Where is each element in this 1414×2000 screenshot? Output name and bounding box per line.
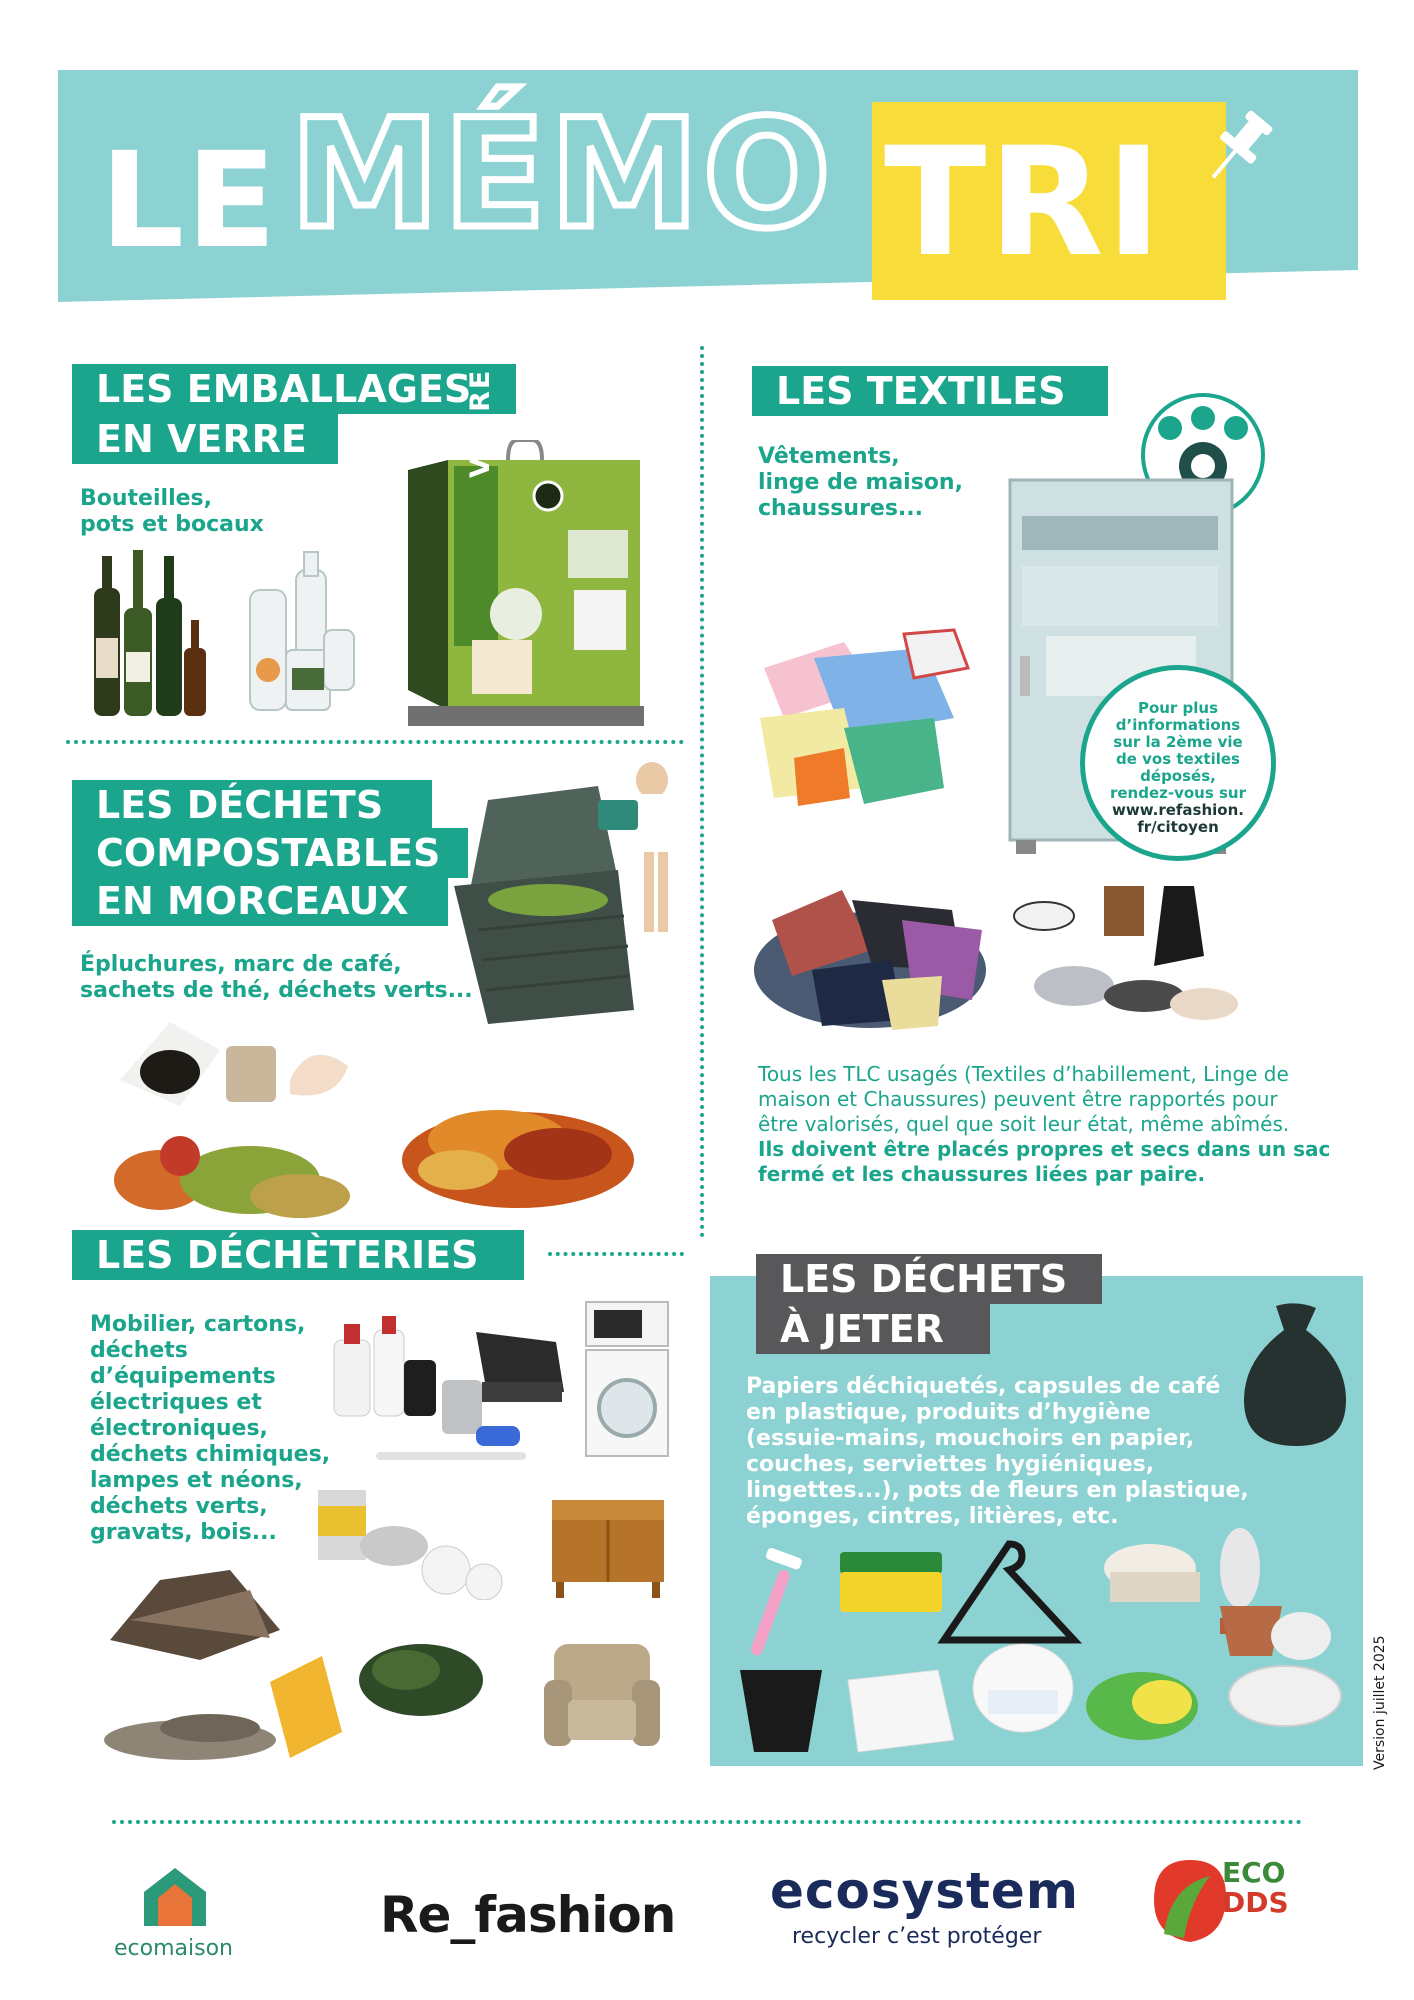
heading-compost-line2: COMPOSTABLES xyxy=(72,828,468,878)
compost-bin-photo xyxy=(448,760,678,1028)
decheteries-line: déchets xyxy=(90,1338,188,1363)
decheteries-line: déchets chimiques, xyxy=(90,1442,331,1467)
jeter-line: éponges, cintres, litières, etc. xyxy=(746,1504,1119,1529)
info-line: déposés, xyxy=(1140,767,1216,785)
dead-leaves-photo xyxy=(398,1080,638,1210)
folded-linen-photo xyxy=(754,628,974,818)
jeter-line: couches, serviettes hygiéniques, xyxy=(746,1452,1155,1477)
textiles-body-bold-line: fermé et les chaussures liées par paire. xyxy=(758,1162,1206,1186)
paint-cans-lamps-photo xyxy=(316,1450,556,1600)
glass-jars-photo xyxy=(246,550,356,715)
jeter-line: Papiers déchiquetés, capsules de café xyxy=(746,1374,1221,1399)
shoes-pile-photo xyxy=(1004,876,1240,1038)
decheteries-line: gravats, bois... xyxy=(90,1520,277,1545)
info-line: de vos textiles xyxy=(1116,750,1240,768)
info-link-line[interactable]: fr/citoyen xyxy=(1137,818,1219,836)
jeter-line: (essuie-mains, mouchoirs en papier, xyxy=(746,1426,1195,1451)
textiles-body-line: être valorisés, quel que soit leur état, même abîmés. xyxy=(758,1112,1290,1136)
heading-verre-line2: EN VERRE xyxy=(72,414,338,464)
diaper-photo xyxy=(968,1630,1078,1740)
refashion-logo: Re_fashion xyxy=(380,1886,676,1944)
cardboard-photo xyxy=(266,1652,346,1762)
textiles-body-line: maison et Chaussures) peuvent être rapportés pour xyxy=(758,1087,1278,1111)
info-line: d’informations xyxy=(1115,716,1241,734)
title-word-tri: TRI xyxy=(884,116,1164,290)
textiles-subtitle-line2: linge de maison, xyxy=(758,470,963,495)
heading-jeter-line2: À JETER xyxy=(756,1304,990,1354)
textiles-subtitle-line1: Vêtements, xyxy=(758,444,900,469)
armchair-photo xyxy=(540,1640,664,1750)
textiles-body-line: Tous les TLC usagés (Textiles d’habillement, Linge de xyxy=(758,1062,1289,1086)
decheteries-line: électroniques, xyxy=(90,1416,268,1441)
title-word-memo: MÉMO xyxy=(290,88,835,262)
decheteries-line: Mobilier, cartons, xyxy=(90,1312,306,1337)
version-label: Version juillet 2025 xyxy=(1372,1635,1388,1770)
heading-textiles: LES TEXTILES xyxy=(752,366,1108,416)
heading-compost-line1: LES DÉCHETS xyxy=(72,780,432,830)
pushpin-icon xyxy=(1192,104,1282,194)
info-link-line[interactable]: www.refashion. xyxy=(1112,801,1244,819)
glass-container-photo xyxy=(398,440,650,730)
info-line: Pour plus xyxy=(1137,699,1219,717)
verre-subtitle-line2: pots et bocaux xyxy=(80,512,264,537)
sponge-photo xyxy=(836,1548,946,1618)
divider-decheteries xyxy=(548,1252,684,1256)
rubble-wood-photo xyxy=(100,1560,290,1760)
printer-phone-photo xyxy=(436,1322,566,1452)
textiles-subtitle-line3: chaussures... xyxy=(758,496,923,521)
netting-photo xyxy=(1082,1656,1212,1746)
jeter-list xyxy=(746,1374,1249,1530)
compost-subtitle-line1: Épluchures, marc de café, xyxy=(80,952,402,977)
heading-verre-line1: LES EMBALLAGES xyxy=(72,364,516,414)
compost-subtitle-line2: sachets de thé, déchets verts... xyxy=(80,978,473,1003)
decheteries-line: d’équipements xyxy=(90,1364,276,1389)
textiles-body xyxy=(758,1062,1330,1187)
divider-verre xyxy=(66,740,684,744)
jeter-line: en plastique, produits d’hygiène xyxy=(746,1400,1151,1425)
ecosystem-logo: ecosystem xyxy=(770,1862,1079,1920)
ecodds-logo-icon xyxy=(1150,1856,1230,1946)
plastic-pot-photo xyxy=(736,1666,826,1756)
heading-compost-line3: EN MORCEAUX xyxy=(72,876,448,926)
wine-bottles-photo xyxy=(88,548,208,718)
shredded-paper-photo xyxy=(1226,1652,1344,1732)
textiles-body-bold-line: Ils doivent être placés propres et secs dans un sac xyxy=(758,1137,1331,1161)
decheteries-line: électriques et xyxy=(90,1390,262,1415)
trash-bag-photo xyxy=(1236,1300,1354,1450)
verre-subtitle-line1: Bouteilles, xyxy=(80,486,212,511)
ecosystem-tagline: recycler c’est protéger xyxy=(792,1924,1042,1949)
divider-vertical xyxy=(700,346,704,1238)
jeter-line: lingettes...), pots de fleurs en plastique, xyxy=(746,1478,1249,1503)
ecodds-logo-text-eco: ECO xyxy=(1222,1856,1286,1889)
heading-decheteries: LES DÉCHÈTERIES xyxy=(72,1230,524,1280)
clothes-pile-photo xyxy=(752,880,988,1032)
title-word-le: LE xyxy=(100,124,279,278)
info-line: sur la 2ème vie xyxy=(1113,733,1243,751)
wooden-cabinet-photo xyxy=(548,1496,668,1600)
chemical-bottles-photo xyxy=(330,1310,440,1420)
decheteries-line: lampes et néons, xyxy=(90,1468,303,1493)
heading-jeter-line1: LES DÉCHETS xyxy=(756,1254,1102,1304)
info-circle xyxy=(1080,665,1276,861)
divider-footer xyxy=(112,1820,1302,1824)
ecomaison-logo-text: ecomaison xyxy=(114,1936,233,1961)
tissue-photo xyxy=(838,1666,958,1756)
info-line: rendez-vous sur xyxy=(1109,784,1247,802)
verre-container-label: VERRE xyxy=(465,368,496,478)
ecomaison-logo-icon xyxy=(140,1864,210,1930)
green-waste-photo xyxy=(356,1630,486,1720)
decheteries-list xyxy=(90,1312,330,1546)
razor-photo xyxy=(736,1548,806,1658)
washing-machine-photo xyxy=(582,1300,672,1460)
food-scraps-photo xyxy=(110,1010,360,1230)
decheteries-line: déchets verts, xyxy=(90,1494,268,1519)
ecodds-logo-text-dds: DDS xyxy=(1222,1886,1289,1919)
